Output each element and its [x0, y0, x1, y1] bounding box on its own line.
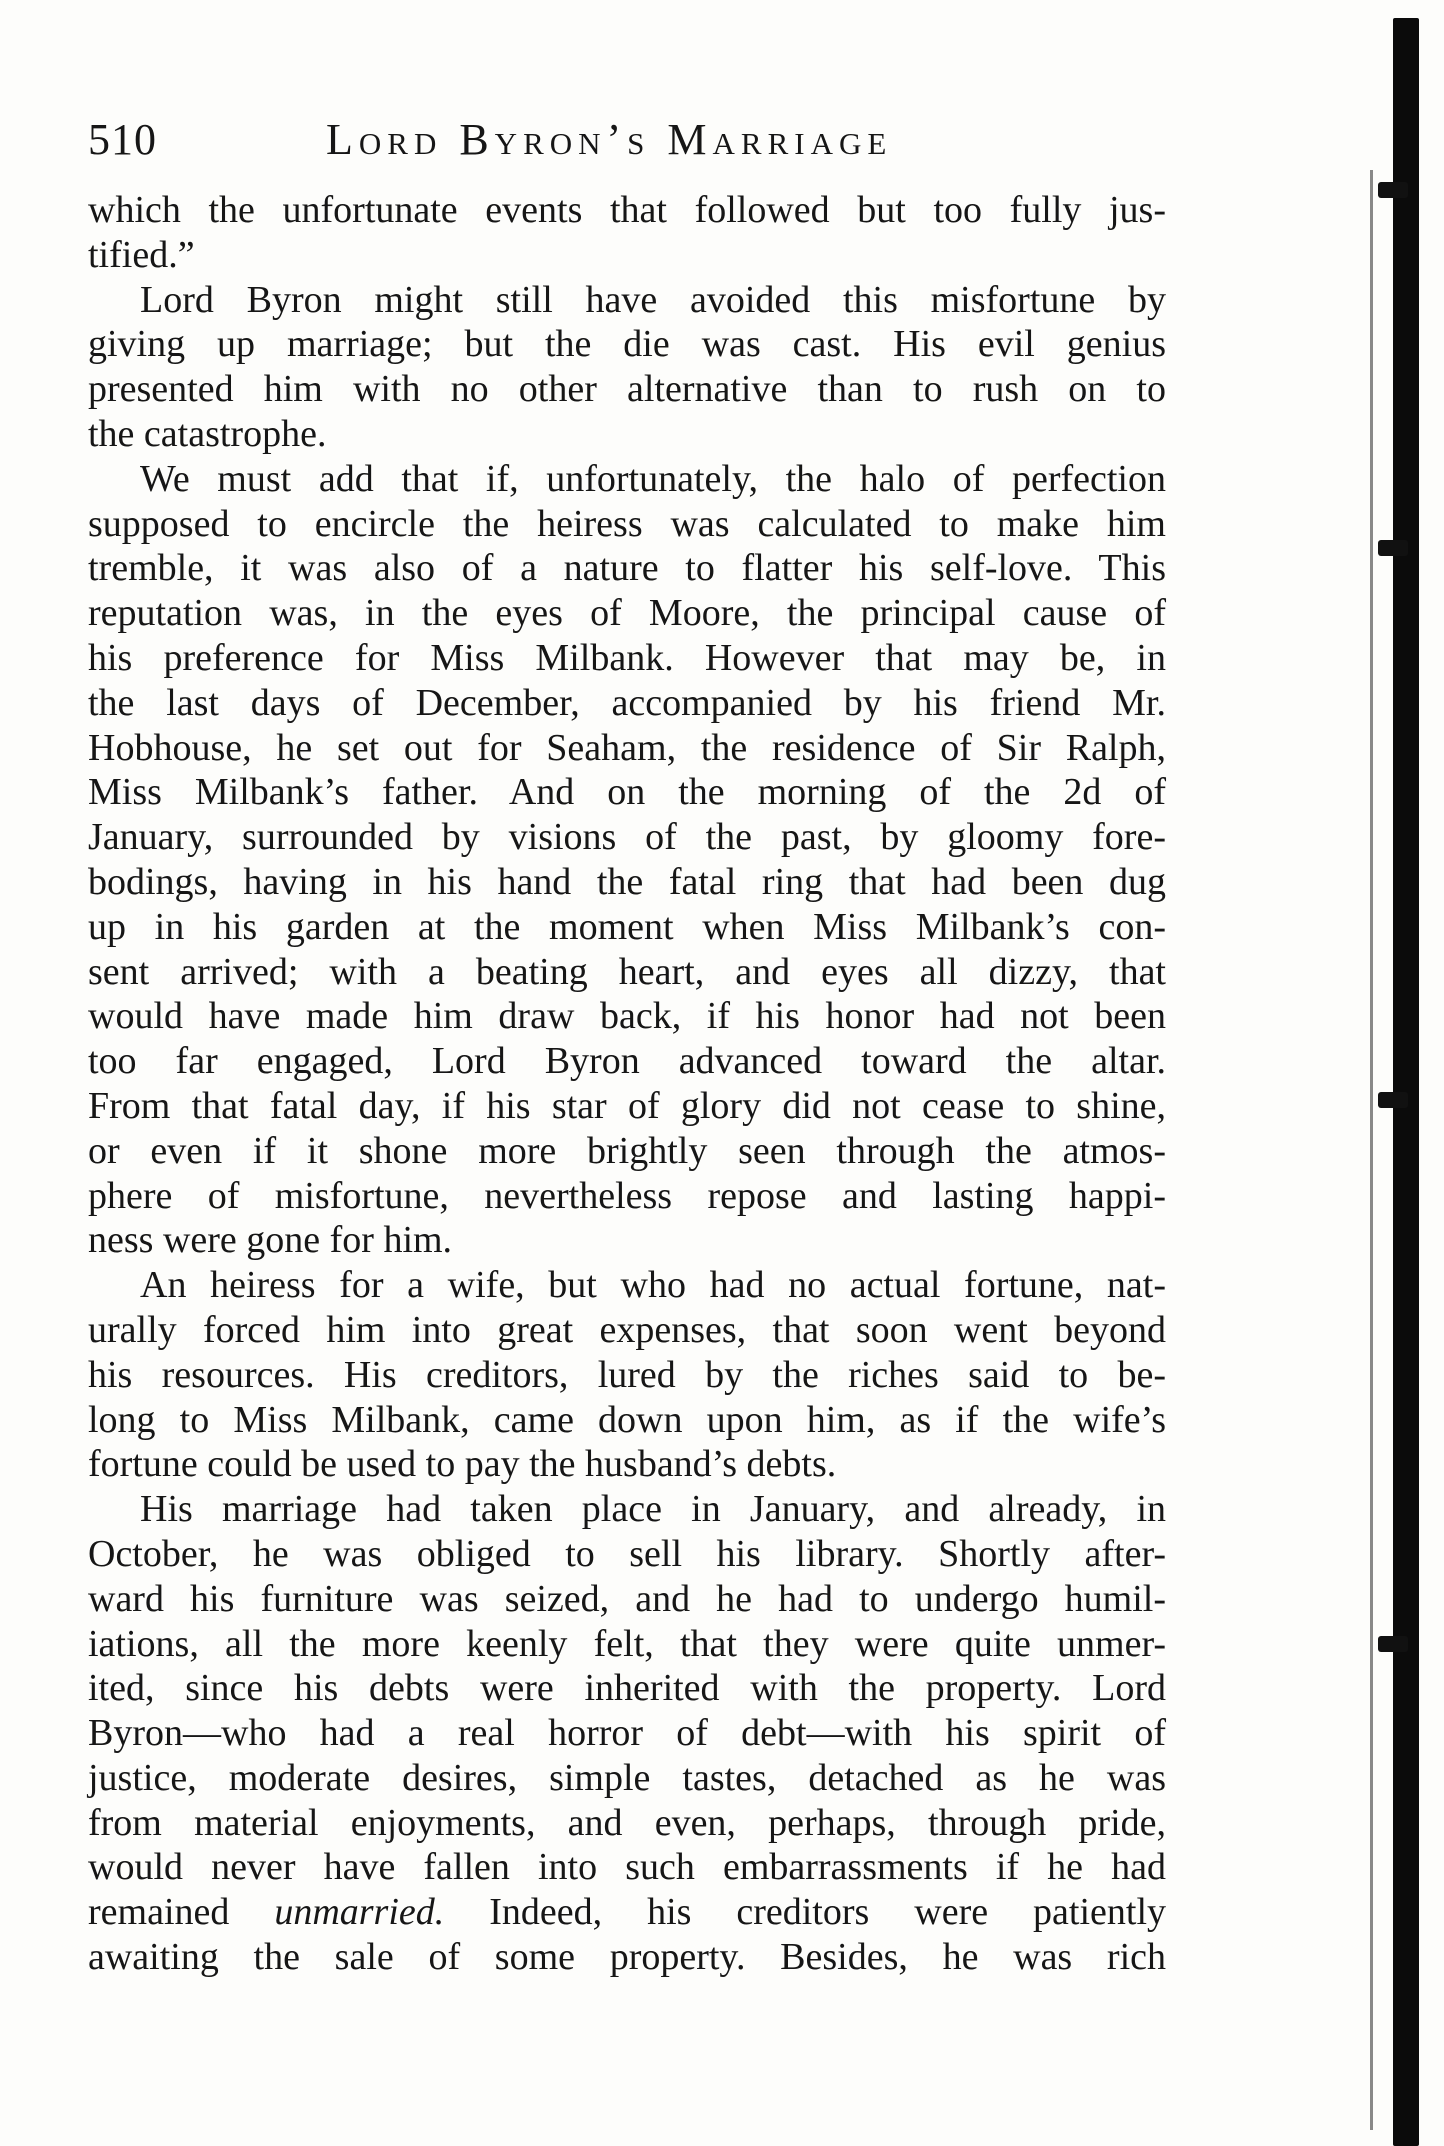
text-line: ward his furniture was seized, and he had to undergo humil-: [88, 1577, 1166, 1620]
text-line: ness were gone for him.: [88, 1219, 453, 1262]
text-line: supposed to encircle the heiress was calculated to make him: [88, 502, 1166, 545]
page-edge-shadow: [1370, 170, 1391, 2130]
text-line: long to Miss Milbank, came down upon him, as if the wife’s: [88, 1398, 1166, 1441]
text-line: from material enjoyments, and even, perhaps, through pride,: [88, 1801, 1166, 1844]
text-line: October, he was obliged to sell his library. Shortly after-: [88, 1532, 1166, 1575]
italic-word: unmarried.: [274, 1891, 445, 1934]
text-line: fortune could be used to pay the husband’s debts.: [88, 1443, 837, 1486]
body-text: [88, 188, 1166, 1980]
text-run: Indeed, his creditors were patiently: [444, 1891, 1167, 1934]
text-line: or even if it shone more brightly seen through the atmos-: [88, 1129, 1166, 1172]
text-line: Hobhouse, he set out for Seaham, the residence of Sir Ralph,: [88, 726, 1166, 769]
text-line: tremble, it was also of a nature to flatter his self-love. This: [88, 547, 1166, 590]
page-header: [88, 110, 1288, 170]
text-line: tified.”: [88, 233, 195, 276]
text-line: Lord Byron might still have avoided this misfortune by: [140, 278, 1166, 321]
text-line: the last days of December, accompanied by his friend Mr.: [88, 681, 1166, 724]
text-line: the catastrophe.: [88, 412, 327, 455]
text-line: justice, moderate desires, simple tastes, detached as he was: [88, 1756, 1166, 1799]
text-line: phere of misfortune, nevertheless repose and lasting happi-: [88, 1174, 1166, 1217]
text-line: would have made him draw back, if his honor had not been: [88, 995, 1166, 1038]
text-line: would never have fallen into such embarrassments if he had: [88, 1846, 1166, 1889]
text-line: which the unfortunate events that followed but too fully jus-: [88, 189, 1166, 231]
text-line: his resources. His creditors, lured by the riches said to be-: [88, 1353, 1166, 1396]
text-line: reputation was, in the eyes of Moore, the principal cause of: [88, 592, 1166, 635]
text-line: awaiting the sale of some property. Besides, he was rich: [88, 1936, 1166, 1979]
binding-clip-mark: [1378, 1636, 1408, 1652]
text-line: Miss Milbank’s father. And on the morning of the 2d of: [88, 771, 1166, 814]
text-line: ited, since his debts were inherited with the property. Lord: [88, 1667, 1166, 1710]
text-line: [88, 1890, 1166, 1935]
text-line: too far engaged, Lord Byron advanced toward the altar.: [88, 1040, 1166, 1083]
page-number: 510: [88, 115, 157, 164]
book-binding-edge: [1393, 18, 1419, 2146]
text-line: We must add that if, unfortunately, the halo of perfection: [140, 457, 1166, 500]
binding-clip-mark: [1378, 182, 1408, 198]
text-line: presented him with no other alternative than to rush on to: [88, 368, 1166, 411]
text-line: His marriage had taken place in January, and already, in: [140, 1488, 1166, 1531]
text-line: From that fatal day, if his star of glory did not cease to shine,: [88, 1084, 1166, 1127]
text-line: up in his garden at the moment when Miss Milbank’s con-: [88, 905, 1166, 948]
text-line: sent arrived; with a beating heart, and eyes all dizzy, that: [88, 950, 1166, 993]
text-line: bodings, having in his hand the fatal ring that had been dug: [88, 860, 1166, 903]
text-line: Byron—who had a real horror of debt—with his spirit of: [88, 1712, 1166, 1755]
text-line: January, surrounded by visions of the past, by gloomy fore-: [88, 816, 1166, 859]
text-line: iations, all the more keenly felt, that they were quite unmer-: [88, 1622, 1166, 1665]
text-line: giving up marriage; but the die was cast. His evil genius: [88, 323, 1166, 366]
text-line: his preference for Miss Milbank. However that may be, in: [88, 636, 1166, 679]
binding-clip-mark: [1378, 1092, 1408, 1108]
text-line: An heiress for a wife, but who had no actual fortune, nat-: [140, 1264, 1166, 1307]
running-head-title: Lord Byron’s Marriage: [326, 115, 893, 164]
text-run: remained: [88, 1891, 275, 1934]
binding-clip-mark: [1378, 540, 1408, 556]
text-line: urally forced him into great expenses, that soon went beyond: [88, 1308, 1166, 1351]
